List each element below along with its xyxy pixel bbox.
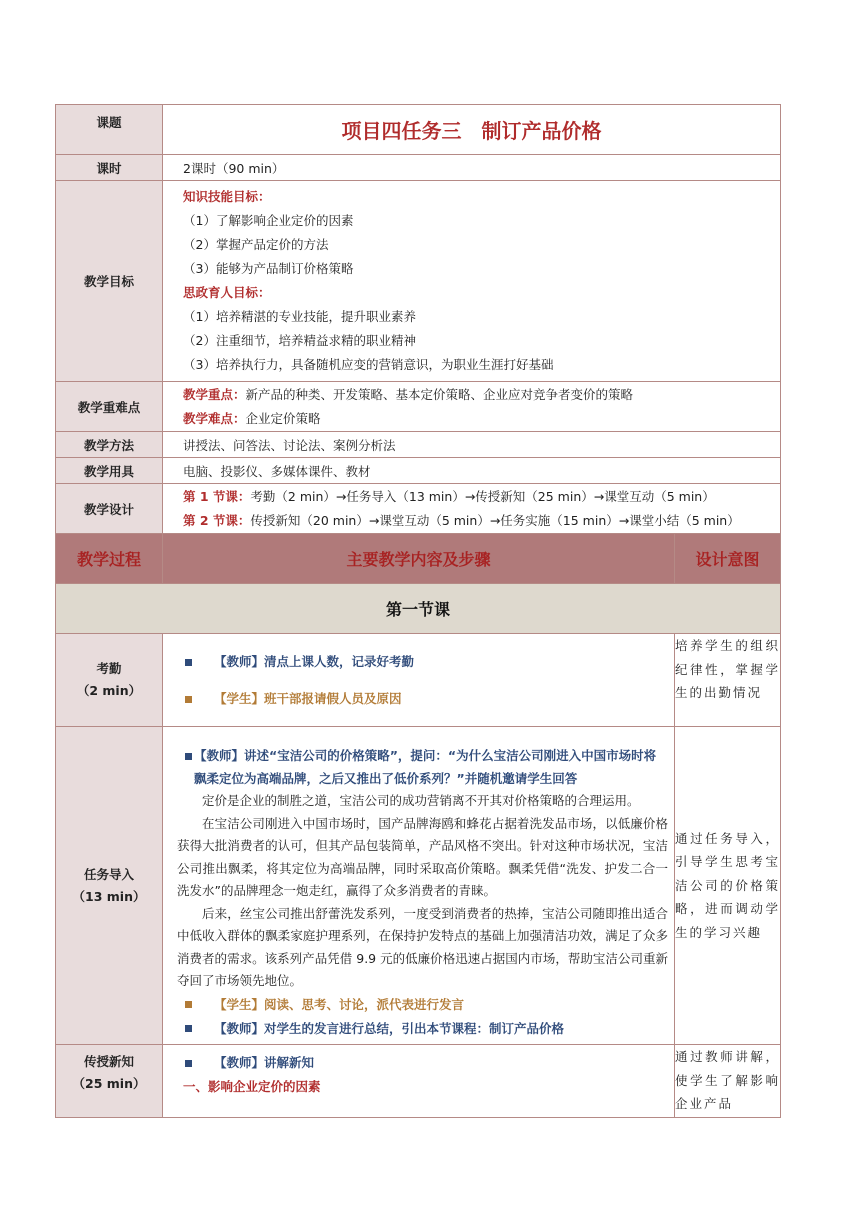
hours-label: 课时	[56, 155, 163, 181]
key-text: 新产品的种类、开发策略、基本定价策略、企业应对竞争者变价的策略	[245, 386, 634, 402]
bullet-icon	[185, 696, 192, 703]
bullet-icon	[185, 659, 192, 666]
keypoints-label: 教学重难点	[56, 382, 163, 432]
methods-label: 教学方法	[56, 432, 163, 458]
intro-intent: 通过任务导入，引导学生思考宝洁公司的价格策略，进而调动学生的学习兴趣	[675, 727, 781, 1045]
design-1-text: 考勤（2 min）→任务导入（13 min）→传授新知（25 min）→课堂互动（5 min）	[250, 488, 715, 504]
ideology-item: （3）培养执行力，具备随机应变的营销意识，为职业生涯打好基础	[183, 357, 554, 372]
knowledge-item: （3）能够为产品制订价格策略	[183, 261, 354, 276]
lesson-plan-table	[55, 104, 781, 1118]
topic-label: 课题	[56, 105, 163, 155]
objectives-label: 教学目标	[56, 181, 163, 382]
bullet-icon	[185, 753, 192, 760]
bullet-icon	[185, 1025, 192, 1032]
bullet-icon	[185, 1001, 192, 1008]
keypoints-content	[163, 382, 781, 432]
ideology-heading: 思政育人目标：	[183, 285, 271, 300]
attendance-content	[163, 634, 675, 727]
knowledge-item: （2）掌握产品定价的方法	[183, 237, 329, 252]
intro-content	[163, 727, 675, 1045]
intro-teacher-summary: 【教师】对学生的发言进行总结，引出本节课程：制订产品价格	[214, 1020, 565, 1036]
difficult-label: 教学难点：	[183, 410, 246, 426]
new-knowledge-teacher: 【教师】讲解新知	[214, 1055, 315, 1070]
intro-teacher-question: 【教师】讲述“宝洁公司的价格策略”，提问：“为什么宝洁公司刚进入中国市场时将飘柔定位为高端品牌，之后又推出了低价系列？”并随机邀请学生回答	[194, 748, 657, 786]
new-knowledge-heading: 一、影响企业定价的因素	[183, 1079, 321, 1094]
design-2-label: 第 2 节课：	[183, 512, 251, 528]
methods-value: 讲授法、问答法、讨论法、案例分析法	[163, 432, 781, 458]
design-1-label: 第 1 节课：	[183, 488, 251, 504]
bullet-icon	[185, 1060, 192, 1067]
new-knowledge-intent: 通过教师讲解，使学生了解影响企业产品	[675, 1045, 781, 1118]
ideology-item: （2）注重细节，培养精益求精的职业精神	[183, 333, 416, 348]
header-content: 主要教学内容及步骤	[163, 534, 675, 584]
hours-value: 2课时（90 min）	[163, 155, 781, 181]
difficult-text: 企业定价策略	[245, 410, 321, 426]
intro-paragraph: 在宝洁公司刚进入中国市场时，国产品牌海鸥和蜂花占据着洗发品市场，以低廉价格获得大批消费者的认可，但其产品包装简单，产品风格不突出。针对这种市场状况，宝洁公司推出飘柔，将其定位为高端品牌，同时采取高价策略。飘柔凭借“洗发、护发二合一洗发水”的品牌理念一炮走红，赢得了众多消费者的青睐。	[177, 815, 668, 898]
header-intent: 设计意图	[675, 534, 781, 584]
attendance-teacher: 【教师】清点上课人数，记录好考勤	[214, 654, 415, 669]
key-label: 教学重点：	[183, 386, 246, 402]
tools-label: 教学用具	[56, 458, 163, 484]
knowledge-item: （1）了解影响企业定价的因素	[183, 213, 354, 228]
attendance-student: 【学生】班干部报请假人员及原因	[214, 691, 402, 706]
lesson-title: 项目四任务三 制订产品价格	[163, 105, 781, 155]
objectives-content	[163, 181, 781, 382]
stage-attendance: 考勤 （2 min）	[56, 634, 163, 727]
stage-intro: 任务导入 （13 min）	[56, 727, 163, 1045]
tools-value: 电脑、投影仪、多媒体课件、教材	[163, 458, 781, 484]
design-2-text: 传授新知（20 min）→课堂互动（5 min）→任务实施（15 min）→课堂小结（5 min）	[250, 512, 740, 528]
intro-student: 【学生】阅读、思考、讨论，派代表进行发言	[214, 996, 465, 1012]
header-process: 教学过程	[56, 534, 163, 584]
design-content	[163, 484, 781, 534]
section-title: 第一节课	[56, 584, 781, 634]
design-label: 教学设计	[56, 484, 163, 534]
intro-paragraph: 定价是企业的制胜之道，宝洁公司的成功营销离不开其对价格策略的合理运用。	[202, 793, 640, 808]
ideology-item: （1）培养精湛的专业技能，提升职业素养	[183, 309, 416, 324]
new-knowledge-content	[163, 1045, 675, 1118]
stage-new-knowledge: 传授新知 （25 min）	[56, 1045, 163, 1118]
intro-paragraph: 后来，丝宝公司推出舒蕾洗发系列，一度受到消费者的热捧，宝洁公司随即推出适合中低收入群体的飘柔家庭护理系列，在保持护发特点的基础上加强清洁功效，满足了众多消费者的需求。该系列产品凭借 9.9 元的低廉价格迅速占据国内市场，帮助宝洁公司重新夺回了市场领先地位。	[177, 905, 668, 988]
knowledge-heading: 知识技能目标：	[183, 189, 271, 204]
attendance-intent: 培养学生的组织纪律性，掌握学生的出勤情况	[675, 634, 781, 727]
